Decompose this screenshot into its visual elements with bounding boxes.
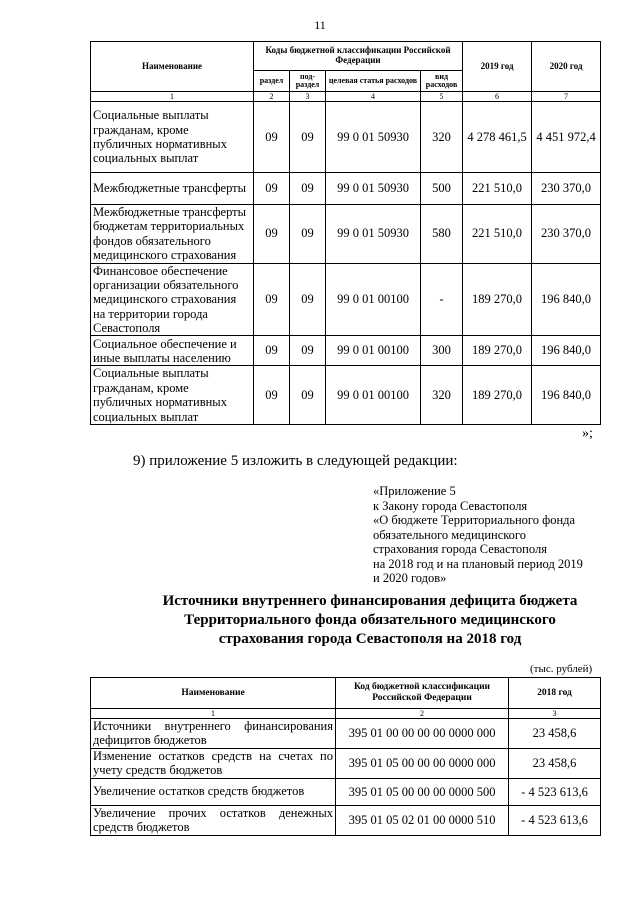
cell-y2020: 4 451 972,4 <box>532 102 601 173</box>
table-row <box>91 205 601 264</box>
item-9-text: 9) приложение 5 изложить в следующей редакции: <box>133 453 458 469</box>
header-2019: 2019 год <box>463 42 532 92</box>
cell-section: 09 <box>254 205 290 264</box>
column-number: 5 <box>421 92 463 102</box>
column-numbers-row <box>91 92 601 102</box>
cell-2018: - 4 523 613,6 <box>509 806 601 836</box>
unit-note: (тыс. рублей) <box>530 663 593 675</box>
cell-y2020: 196 840,0 <box>532 263 601 336</box>
table-row <box>91 336 601 366</box>
column-number: 2 <box>336 709 509 719</box>
column-number: 7 <box>532 92 601 102</box>
header-section: раздел <box>254 71 290 92</box>
cell-y2020: 196 840,0 <box>532 336 601 366</box>
column-number: 3 <box>290 92 326 102</box>
appendix-line: к Закону города Севастополя <box>373 498 528 513</box>
financing-sources-table <box>90 677 601 836</box>
title-line: Территориального фонда обязательного медицинского <box>184 612 556 628</box>
cell-subsection: 09 <box>290 366 326 425</box>
cell-y2020: 196 840,0 <box>532 366 601 425</box>
table-row <box>91 719 601 749</box>
cell-section: 09 <box>254 366 290 425</box>
header-code: Код бюджетной классификации Российской Федерации <box>336 678 509 709</box>
cell-type: 300 <box>421 336 463 366</box>
row-name: Социальное обеспечение и иные выплаты населению <box>91 336 254 366</box>
cell-type: 500 <box>421 173 463 205</box>
header-2020: 2020 год <box>532 42 601 92</box>
column-number: 2 <box>254 92 290 102</box>
cell-subsection: 09 <box>290 336 326 366</box>
row-name: Увеличение прочих остатков денежных средств бюджетов <box>91 806 336 836</box>
row-name: Увеличение остатков средств бюджетов <box>91 779 336 806</box>
table-row <box>91 779 601 806</box>
cell-target: 99 0 01 50930 <box>326 173 421 205</box>
cell-target: 99 0 01 00100 <box>326 263 421 336</box>
column-number: 1 <box>91 92 254 102</box>
cell-y2019: 221 510,0 <box>463 205 532 264</box>
column-numbers-row <box>91 709 601 719</box>
appendix-reference <box>373 484 613 586</box>
expenses-table <box>90 41 601 425</box>
cell-section: 09 <box>254 173 290 205</box>
header-name: Наименование <box>91 42 254 92</box>
column-number: 3 <box>509 709 601 719</box>
table-row <box>91 749 601 779</box>
section-title <box>120 592 620 649</box>
header-target-item: целевая статья расходов <box>326 71 421 92</box>
appendix-line: «О бюджете Территориального фонда <box>373 513 576 527</box>
table-row <box>91 366 601 425</box>
header-name: Наименование <box>91 678 336 709</box>
cell-target: 99 0 01 50930 <box>326 205 421 264</box>
table-row <box>91 173 601 205</box>
column-number: 6 <box>463 92 532 102</box>
table-row <box>91 263 601 336</box>
row-name: Источники внутреннего финансирования дефицитов бюджетов <box>91 719 336 749</box>
row-name: Социальные выплаты гражданам, кроме публичных нормативных социальных выплат <box>91 366 254 425</box>
appendix-line: обязательного медицинского <box>373 527 527 542</box>
appendix-line: «Приложение 5 <box>373 484 456 498</box>
row-name: Межбюджетные трансферты <box>91 173 254 205</box>
table-row <box>91 102 601 173</box>
row-name: Изменение остатков средств на счетах по учету средств бюджетов <box>91 749 336 779</box>
header-expense-type: вид расходов <box>421 71 463 92</box>
cell-section: 09 <box>254 102 290 173</box>
cell-code: 395 01 05 02 01 00 0000 510 <box>336 806 509 836</box>
cell-code: 395 01 00 00 00 00 0000 000 <box>336 719 509 749</box>
header-codes-group: Коды бюджетной классификации Российской Федерации <box>254 42 463 71</box>
row-name: Социальные выплаты гражданам, кроме публичных нормативных социальных выплат <box>91 102 254 173</box>
cell-code: 395 01 05 00 00 00 0000 000 <box>336 749 509 779</box>
title-line: Источники внутреннего финансирования дефицита бюджета <box>162 593 578 609</box>
appendix-line: на 2018 год и на плановый период 2019 <box>373 556 583 571</box>
title-line: страхования города Севастополя на 2018 год <box>218 631 522 647</box>
cell-2018: 23 458,6 <box>509 749 601 779</box>
cell-target: 99 0 01 00100 <box>326 336 421 366</box>
cell-section: 09 <box>254 263 290 336</box>
cell-y2020: 230 370,0 <box>532 173 601 205</box>
cell-y2019: 189 270,0 <box>463 263 532 336</box>
cell-2018: - 4 523 613,6 <box>509 779 601 806</box>
table-row <box>91 806 601 836</box>
appendix-line: страхования города Севастополя <box>373 542 547 556</box>
row-name: Финансовое обеспечение организации обязательного медицинского страхования на территории города Севастополя <box>91 263 254 336</box>
cell-target: 99 0 01 50930 <box>326 102 421 173</box>
header-2018: 2018 год <box>509 678 601 709</box>
cell-type: 320 <box>421 102 463 173</box>
cell-subsection: 09 <box>290 173 326 205</box>
cell-target: 99 0 01 00100 <box>326 366 421 425</box>
column-number: 4 <box>326 92 421 102</box>
appendix-line: и 2020 годов» <box>373 571 447 585</box>
cell-subsection: 09 <box>290 102 326 173</box>
closing-quote: »; <box>582 426 593 441</box>
cell-y2019: 189 270,0 <box>463 366 532 425</box>
cell-y2019: 4 278 461,5 <box>463 102 532 173</box>
row-name: Межбюджетные трансферты бюджетам территориальных фондов обязательного медицинского страхования <box>91 205 254 264</box>
cell-type: 580 <box>421 205 463 264</box>
cell-2018: 23 458,6 <box>509 719 601 749</box>
header-subsection: под-раздел <box>290 71 326 92</box>
cell-y2019: 221 510,0 <box>463 173 532 205</box>
column-number: 1 <box>91 709 336 719</box>
cell-type: - <box>421 263 463 336</box>
cell-y2019: 189 270,0 <box>463 336 532 366</box>
cell-subsection: 09 <box>290 263 326 336</box>
page-number: 11 <box>314 18 326 32</box>
cell-y2020: 230 370,0 <box>532 205 601 264</box>
cell-subsection: 09 <box>290 205 326 264</box>
cell-section: 09 <box>254 336 290 366</box>
cell-type: 320 <box>421 366 463 425</box>
cell-code: 395 01 05 00 00 00 0000 500 <box>336 779 509 806</box>
